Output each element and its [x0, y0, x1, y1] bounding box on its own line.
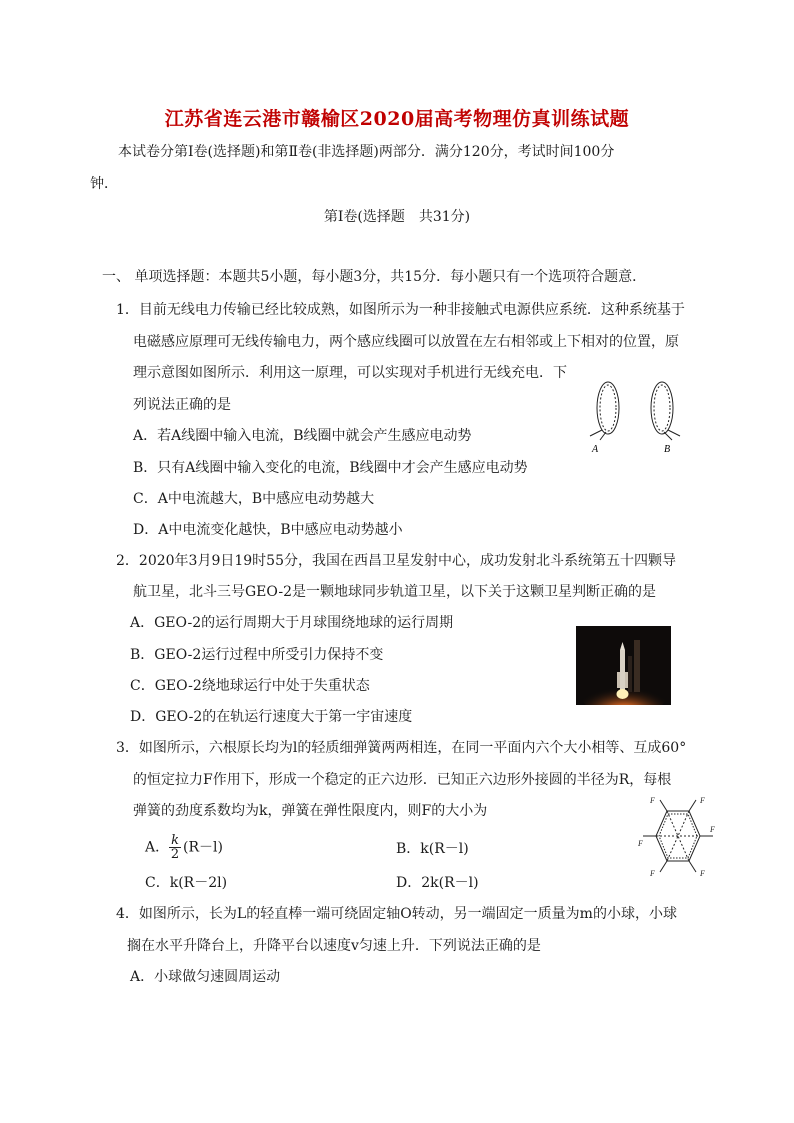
force-arrow-5 [660, 861, 667, 872]
q3-line-2: 的恒定拉力F作用下，形成一个稳定的正六边形．已知正六边形外接圆的半径为R，每根 [133, 772, 672, 788]
q1-line-4: 列说法正确的是 [133, 397, 231, 413]
q3-option-d: D．2k(R－l) [396, 875, 479, 891]
q4-line-2: 搁在水平升降台上，升降平台以速度v匀速上升．下列说法正确的是 [127, 938, 541, 954]
hexagon-springs-figure [636, 794, 720, 878]
q3-option-a-numerator: k [171, 833, 180, 848]
force-label-5: F [650, 869, 655, 878]
intro-line-1: 本试卷分第Ⅰ卷(选择题)和第Ⅱ卷(非选择题)两部分．满分120分，考试时间100分 [118, 144, 615, 160]
q2-option-d: D．GEO-2的在轨运行速度大于第一宇宙速度 [130, 709, 413, 725]
force-arrow-1 [660, 800, 667, 811]
q3-option-a-denominator: 2 [170, 847, 180, 862]
part1-header: 第Ⅰ卷(选择题 共31分) [323, 209, 471, 225]
q3-option-b: B．k(R－l) [396, 841, 469, 857]
q1-line-1: 1．目前无线电力传输已经比较成熟，如图所示为一种非接触式电源供应系统．这种系统基于 [116, 302, 685, 318]
q2-line-1: 2．2020年3月9日19时55分，我国在西昌卫星发射中心，成功发射北斗系统第五十四颗导 [116, 553, 676, 569]
q3-option-a-fraction [169, 834, 181, 861]
q3-line-3: 弹簧的劲度系数均为k，弹簧在弹性限度内，则F的大小为 [133, 803, 488, 819]
force-label-6: F [638, 839, 643, 848]
q2-line-2: 航卫星，北斗三号GEO-2是一颗地球同步轨道卫星，以下关于这颗卫星判断正确的是 [133, 584, 657, 600]
q4-line-1: 4．如图所示，长为L的轻直棒一端可绕固定轴O转动，另一端固定一质量为m的小球，小球 [116, 906, 677, 922]
q2-option-b: B．GEO-2运行过程中所受引力保持不变 [130, 647, 384, 663]
q3-option-c: C．k(R－2l) [145, 875, 228, 891]
q3-line-1: 3．如图所示，六根原长均为l的轻质细弹簧两两相连，在同一平面内六个大小相等、互成60° [116, 740, 687, 756]
rocket-launch-image [576, 626, 671, 705]
q1-option-a: A．若A线圈中输入电流，B线圈中就会产生感应电动势 [133, 428, 472, 444]
q1-option-c: C．A中电流越大，B中感应电动势越大 [133, 491, 375, 507]
force-arrow-4 [689, 861, 696, 872]
q4-option-a: A．小球做匀速圆周运动 [130, 969, 281, 985]
q1-option-b: B．只有A线圈中输入变化的电流，B线圈中才会产生感应电动势 [133, 460, 528, 476]
coil-a [590, 382, 619, 440]
force-label-3: F [710, 825, 715, 834]
q3-option-a-expression: (R－l) [183, 839, 223, 856]
q3-option-a-label: A． [145, 839, 170, 856]
page-title: 江苏省连云港市赣榆区2020届高考物理仿真训练试题 [164, 108, 630, 130]
q1-line-3: 理示意图如图所示．利用这一原理，可以实现对手机进行无线充电．下 [133, 365, 567, 381]
coils-figure [582, 374, 692, 460]
q3-option-a [145, 834, 223, 861]
q1-option-d: D．A中电流变化越快，B中感应电动势越小 [133, 522, 403, 538]
force-arrow-2 [689, 800, 696, 811]
coil-b-label: B [664, 444, 671, 455]
force-label-1: F [650, 796, 655, 805]
section1-heading: 一、 单项选择题：本题共5小题，每小题3分，共15分．每小题只有一个选项符合题意． [102, 269, 647, 285]
force-label-2: F [700, 796, 705, 805]
coil-b [651, 382, 680, 440]
q2-option-c: C．GEO-2绕地球运行中处于失重状态 [130, 678, 370, 694]
coil-a-label: A [592, 444, 599, 455]
intro-line-2: 钟． [90, 176, 118, 192]
rocket-launch-photo [576, 626, 671, 705]
q2-option-a: A．GEO-2的运行周期大于月球围绕地球的运行周期 [130, 615, 454, 631]
force-label-4: F [700, 869, 705, 878]
q1-line-2: 电磁感应原理可无线传输电力，两个感应线圈可以放置在左右相邻或上下相对的位置，原 [133, 334, 679, 350]
